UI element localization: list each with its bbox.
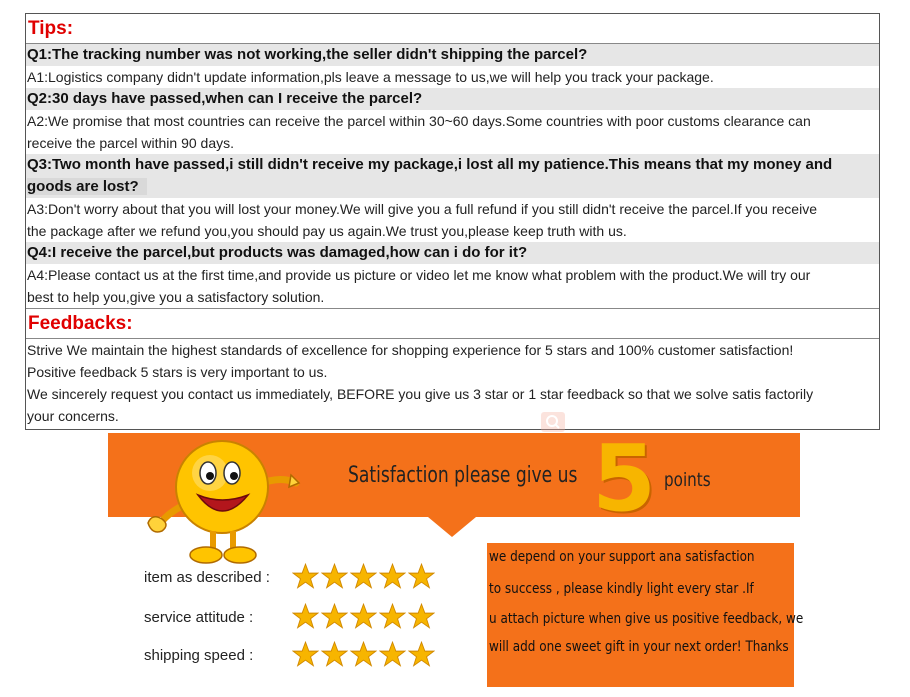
star-icon [321, 603, 348, 630]
faq-question-2: Q2:30 days have passed,when can I receive the parcel? [26, 88, 879, 110]
rating-label: item as described : [144, 569, 270, 586]
faq-question-3-cont [26, 176, 879, 198]
feedback-line-4: your concerns. [27, 408, 119, 424]
faq-answer-4-line-1: A4:Please contact us at the first time,and provide us picture or video let me know what problem with the product.We will try our [27, 267, 811, 283]
star-icon [408, 641, 435, 668]
faq-answer-3-line-1: A3:Don't worry about that you will lost your money.We will give you a full refund if you still didn't receive the parcel.If you receive [27, 201, 817, 217]
star-icon [292, 641, 319, 668]
star-icon [379, 563, 406, 590]
faq-question-1: Q1:The tracking number was not working,the seller didn't shipping the parcel? [26, 44, 879, 66]
note-line-3: u attach picture when give us positive feedback, we [489, 611, 804, 627]
star-group [292, 603, 435, 630]
faq-answer-1-line-1: A1:Logistics company didn't update information,pls leave a message to us,we will help you track your package. [27, 69, 714, 85]
satisfaction-text: Satisfaction please give us [348, 463, 578, 488]
faq-question-3-line-2: goods are lost? [27, 178, 147, 195]
star-icon [350, 641, 377, 668]
note-line-1: we depend on your support ana satisfaction [489, 549, 755, 565]
star-icon [408, 563, 435, 590]
big-five-number: 5 [592, 425, 657, 532]
faq-answer-2-line-1: A2:We promise that most countries can receive the parcel within 30~60 days.Some countries with poor customs clearance can [27, 113, 811, 129]
band-notch [428, 517, 476, 537]
rating-label: shipping speed : [144, 647, 254, 664]
note-line-2: to success , please kindly light every star .If [489, 581, 754, 597]
rating-label: service attitude : [144, 609, 254, 626]
feedbacks-heading: Feedbacks: [26, 308, 879, 339]
note-line-4: will add one sweet gift in your next order! Thanks [489, 639, 789, 655]
star-group [292, 641, 435, 668]
faq-question-3: Q3:Two month have passed,i still didn't receive my package,i lost all my patience.This means that my money and [26, 154, 879, 176]
star-icon [408, 603, 435, 630]
feedback-line-1: Strive We maintain the highest standards of excellence for shopping experience for 5 stars and 100% customer satisfaction! [27, 342, 794, 358]
star-icon [321, 641, 348, 668]
star-icon [292, 563, 319, 590]
star-icon [379, 603, 406, 630]
satisfaction-banner [108, 425, 804, 697]
faq-question-4: Q4:I receive the parcel,but products was damaged,how can i do for it? [26, 242, 879, 264]
gift-note-box [487, 543, 804, 687]
star-icon [321, 563, 348, 590]
faq-answer-4-line-2: best to help you,give you a satisfactory solution. [27, 289, 325, 305]
faq-answer-3-line-2: the package after we refund you,you should pay us again.We trust you,please keep truth with us. [27, 223, 627, 239]
star-group [292, 563, 435, 590]
star-icon [292, 603, 319, 630]
feedback-line-2: Positive feedback 5 stars is very important to us. [27, 364, 328, 380]
search-icon [540, 411, 566, 433]
tips-heading: Tips: [26, 14, 879, 44]
star-icon [350, 563, 377, 590]
faq-answer-2-line-2: receive the parcel within 90 days. [27, 135, 234, 151]
feedback-line-3: We sincerely request you contact us immediately, BEFORE you give us 3 star or 1 star feedback so that we solve satis factorily [27, 386, 814, 402]
points-text: points [664, 469, 711, 491]
star-icon [350, 603, 377, 630]
star-icon [379, 641, 406, 668]
smiley-mascot-icon [136, 435, 306, 575]
faq-panel [25, 13, 880, 430]
